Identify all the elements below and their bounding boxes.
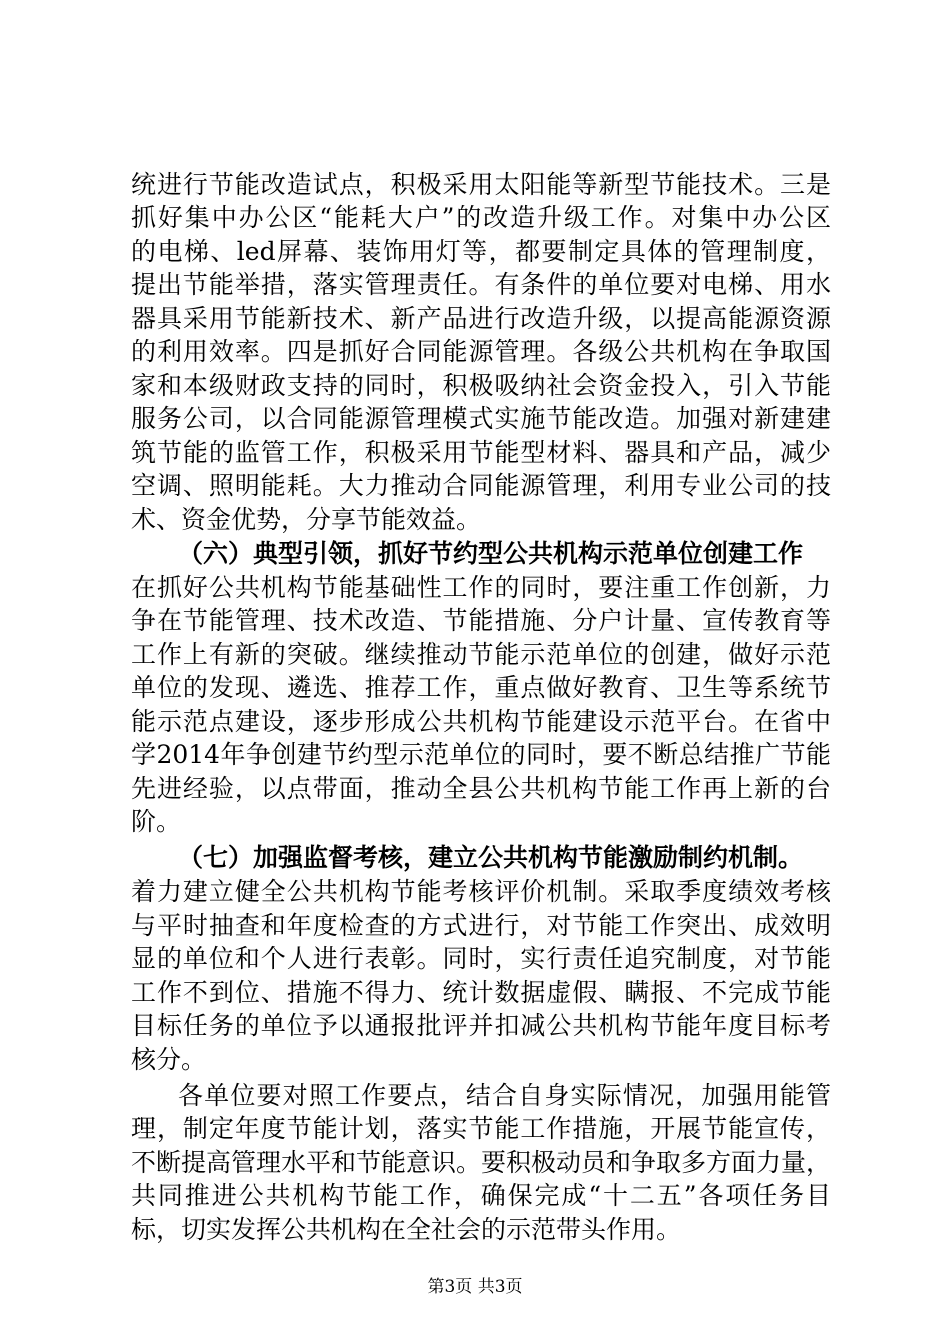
body-line: 共同推进公共机构节能工作，确保完成“十二五”各项任务目 — [131, 1181, 831, 1211]
body-line: 理，制定年度节能计划，落实节能工作措施，开展节能宣传， — [131, 1114, 831, 1144]
body-line: 单位的发现、遴选、推荐工作，重点做好教育、卫生等系统节 — [131, 673, 831, 703]
body-line: 学2014年争创建节约型示范单位的同时，要不断总结推广节能 — [131, 740, 831, 770]
body-line: 着力建立健全公共机构节能考核评价机制。采取季度绩效考核 — [131, 877, 831, 907]
body-line: 先进经验，以点带面，推动全县公共机构节能工作再上新的台 — [131, 773, 831, 803]
body-line: 工作不到位、措施不得力、统计数据虚假、瞒报、不完成节能 — [131, 977, 831, 1007]
section-heading-6: （六）典型引领，抓好节约型公共机构示范单位创建工作 — [178, 538, 804, 568]
body-line: 筑节能的监管工作，积极采用节能型材料、器具和产品，减少 — [131, 437, 831, 467]
body-line: 服务公司，以合同能源管理模式实施节能改造。加强对新建建 — [131, 404, 831, 434]
body-line: 统进行节能改造试点，积极采用太阳能等新型节能技术。三是 — [131, 170, 831, 199]
body-line: 抓好集中办公区“能耗大户”的改造升级工作。对集中办公区 — [131, 203, 831, 233]
body-line: 核分。 — [131, 1044, 207, 1074]
body-line: 在抓好公共机构节能基础性工作的同时，要注重工作创新，力 — [131, 572, 831, 602]
page-footer: 第3页 共3页 — [427, 1277, 523, 1297]
body-line: 目标任务的单位予以通报批评并扣减公共机构节能年度目标考 — [131, 1011, 831, 1041]
body-line: 显的单位和个人进行表彰。同时，实行责任追究制度，对节能 — [131, 944, 831, 974]
body-line: 标，切实发挥公共机构在全社会的示范带头作用。 — [131, 1214, 682, 1244]
body-line: 不断提高管理水平和节能意识。要积极动员和争取多方面力量， — [131, 1147, 831, 1177]
body-line: 提出节能举措，落实管理责任。有条件的单位要对电梯、用水 — [131, 270, 831, 300]
body-line: 阶。 — [131, 807, 182, 837]
body-line: 各单位要对照工作要点，结合自身实际情况，加强用能管 — [178, 1080, 831, 1110]
body-line: 工作上有新的突破。继续推动节能示范单位的创建，做好示范 — [131, 639, 831, 669]
body-line: 术、资金优势，分享节能效益。 — [131, 504, 482, 534]
body-line: 的利用效率。四是抓好合同能源管理。各级公共机构在争取国 — [131, 337, 831, 367]
body-line: 器具采用节能新技术、新产品进行改造升级，以提高能源资源 — [131, 303, 831, 333]
body-line: 的电梯、led屏幕、装饰用灯等，都要制定具体的管理制度， — [131, 236, 831, 266]
body-line: 空调、照明能耗。大力推动合同能源管理，利用专业公司的技 — [131, 471, 831, 501]
body-line: 与平时抽查和年度检查的方式进行，对节能工作突出、成效明 — [131, 910, 831, 940]
body-line: 能示范点建设，逐步形成公共机构节能建设示范平台。在省中 — [131, 706, 831, 736]
body-line: 家和本级财政支持的同时，积极吸纳社会资金投入，引入节能 — [131, 370, 831, 400]
section-heading-7: （七）加强监督考核，建立公共机构节能激励制约机制。 — [178, 843, 804, 873]
body-line: 争在节能管理、技术改造、节能措施、分户计量、宣传教育等 — [131, 606, 831, 636]
